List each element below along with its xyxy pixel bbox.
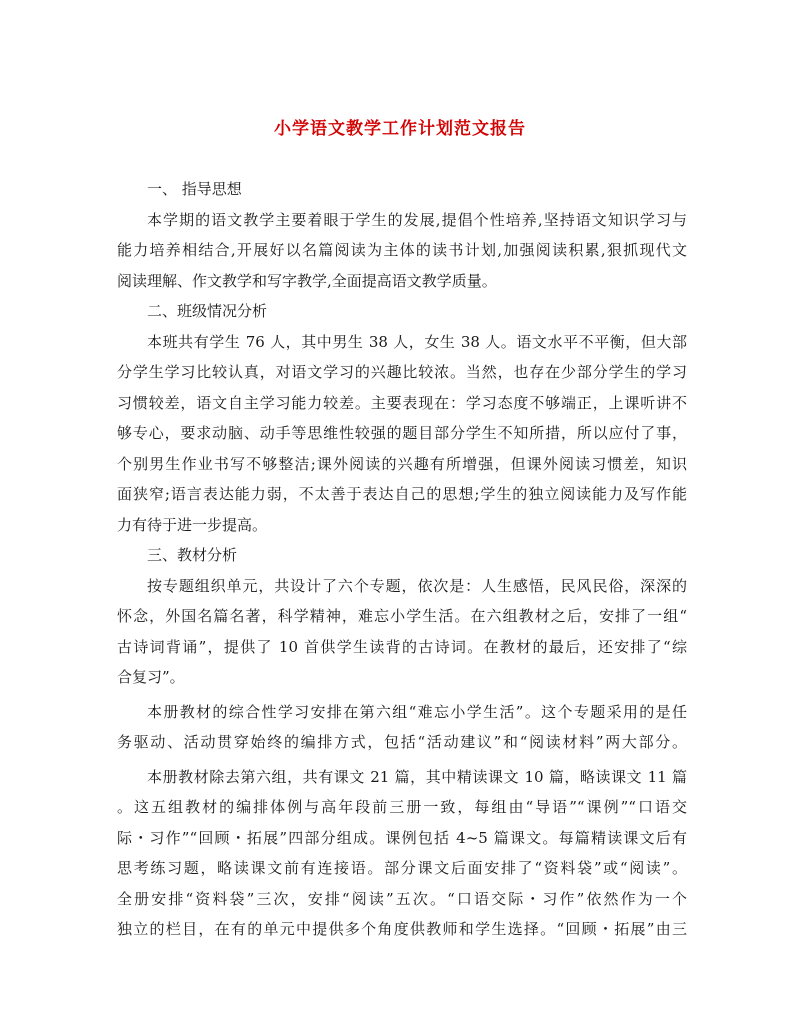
paragraph-line: 本班共有学生 76 人，其中男生 38 人，女生 38 人。语文水平不平衡，但大部 (147, 332, 687, 351)
paragraph-line: 习惯较差，语文自主学习能力较差。主要表现在：学习态度不够端正，上课听讲不 (117, 393, 687, 412)
paragraph-line: 阅读理解、作文教学和写字教学,全面提高语文教学质量。 (117, 271, 497, 290)
paragraph-line: 务驱动、活动贯穿始终的编排方式，包括“活动建议”和“阅读材料”两大部分。 (117, 733, 687, 751)
section-heading: 三、教材分析 (147, 546, 238, 564)
paragraph-line: 际・习作”“回顾・拓展”四部分组成。课例包括 4~5 篇课文。每篇精读课文后有 (117, 828, 687, 847)
paragraph-line: 思考练习题，略读课文前有连接语。部分课文后面安排了“资料袋”或“阅读”。 (117, 859, 687, 877)
section-heading: 一、 指导思想 (147, 180, 242, 198)
paragraph-line: 能力培养相结合,开展好以名篇阅读为主体的读书计划,加强阅读积累,狠抓现代文 (117, 241, 687, 259)
paragraph-line: 按专题组织单元，共设计了六个专题，依次是：人生感悟，民风民俗，深深的 (147, 576, 687, 595)
paragraph-line: 够专心，要求动脑、动手等思维性较强的题目部分学生不知所措，所以应付了事， (117, 424, 687, 442)
paragraph-line: 怀念，外国名篇名著，科学精神，难忘小学生活。在六组教材之后，安排了一组“ (117, 607, 687, 625)
paragraph-line: 独立的栏目，在有的单元中提供多个角度供教师和学生选择。“回顾・拓展”由三 (117, 920, 687, 938)
document-body (117, 174, 687, 945)
paragraph-line: 本学期的语文教学主要着眼于学生的发展,提倡个性培养,坚持语文知识学习与 (147, 210, 687, 229)
paragraph-line: 合复习”。 (117, 668, 185, 686)
paragraph-line: 力有待于进一步提高。 (117, 515, 268, 534)
paragraph-line: 全册安排“资料袋”三次，安排“阅读”五次。“口语交际・习作”依然作为一个 (117, 889, 687, 908)
section-heading: 二、班级情况分析 (147, 302, 268, 320)
paragraph-line: 古诗词背诵”，提供了 10 首供学生读背的古诗词。在教材的最后，还安排了“综 (117, 637, 687, 656)
paragraph-line: 本册教材除去第六组，共有课文 21 篇，其中精读课文 10 篇，略读课文 11 篇 (147, 767, 687, 786)
paragraph-line: 分学生学习比较认真，对语文学习的兴趣比较浓。当然，也存在少部分学生的学习 (117, 363, 687, 381)
paragraph-line: 本册教材的综合性学习安排在第六组“难忘小学生活”。这个专题采用的是任 (147, 702, 687, 721)
document-title: 小学语文教学工作计划范文报告 (274, 119, 526, 139)
paragraph-line: 。这五组教材的编排体例与高年段前三册一致，每组由“导语”“课例”“口语交 (117, 798, 687, 816)
paragraph-line: 面狭窄;语言表达能力弱，不太善于表达自己的思想;学生的独立阅读能力及写作能 (117, 485, 687, 503)
paragraph-line: 个别男生作业书写不够整洁;课外阅读的兴趣有所增强，但课外阅读习惯差，知识 (117, 454, 687, 473)
